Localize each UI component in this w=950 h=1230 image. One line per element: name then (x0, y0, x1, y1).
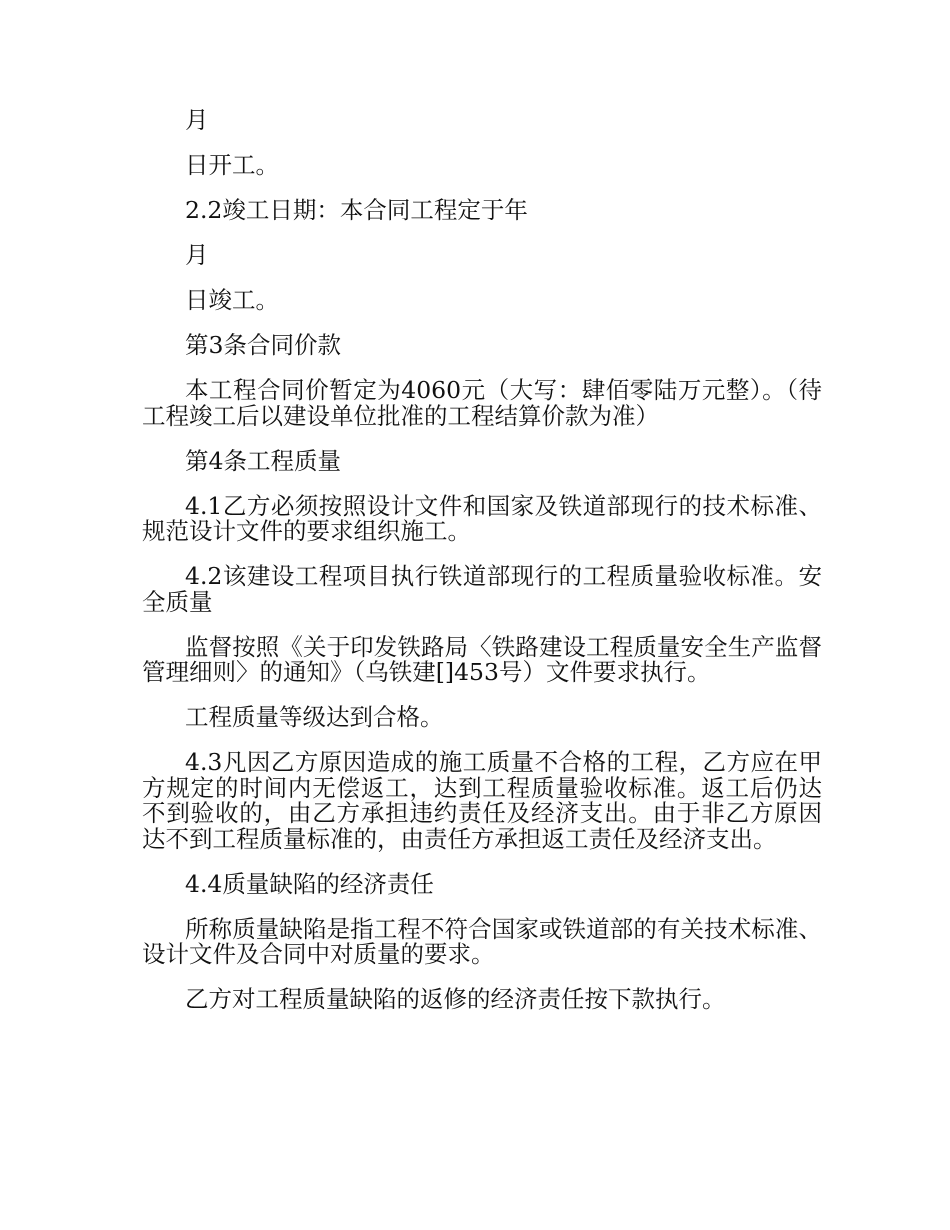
document-page (142, 108, 822, 1032)
paragraph-contract-price: 本工程合同价暂定为4060元（大写：肆佰零陆万元整）。（待工程竣工后以建设单位批准的工程结算价款为准） (142, 376, 822, 430)
paragraph-4-4: 4.4质量缺陷的经济责任 (185, 869, 434, 898)
section-heading-quality: 第4条工程质量 (185, 446, 341, 475)
paragraph-quality-grade: 工程质量等级达到合格。 (185, 703, 444, 731)
paragraph-4-2: 4.2该建设工程项目执行铁道部现行的工程质量验收标准。安全质量 (142, 562, 822, 616)
paragraph-4-3: 4.3凡因乙方原因造成的施工质量不合格的工程，乙方应在甲方规定的时间内无偿返工，达到工程质量验收标准。返工后仍达不到验收的，由乙方承担违约责任及经济支出。由于非乙方原因达不到工程质量标准的，由责任方承担返工责任及经济支出。 (142, 748, 822, 853)
paragraph-completion-date: 2.2竣工日期：本合同工程定于年 (185, 196, 528, 224)
paragraph-start-month: 月 (185, 106, 209, 134)
paragraph-completion-month: 月 (185, 241, 209, 269)
paragraph-start-day: 日开工。 (185, 151, 279, 179)
section-heading-contract-price: 第3条合同价款 (185, 331, 341, 359)
paragraph-defect-liability: 乙方对工程质量缺陷的返修的经济责任按下款执行。 (185, 985, 726, 1013)
paragraph-completion-day: 日竣工。 (185, 286, 279, 314)
paragraph-defect-definition: 所称质量缺陷是指工程不符合国家或铁道部的有关技术标准、设计文件及合同中对质量的要求。 (142, 914, 822, 968)
paragraph-4-1: 4.1乙方必须按照设计文件和国家及铁道部现行的技术标准、规范设计文件的要求组织施工。 (142, 491, 822, 545)
paragraph-supervision: 监督按照《关于印发铁路局〈铁路建设工程质量安全生产监督管理细则〉的通知》（乌铁建[]453号）文件要求执行。 (142, 632, 822, 686)
